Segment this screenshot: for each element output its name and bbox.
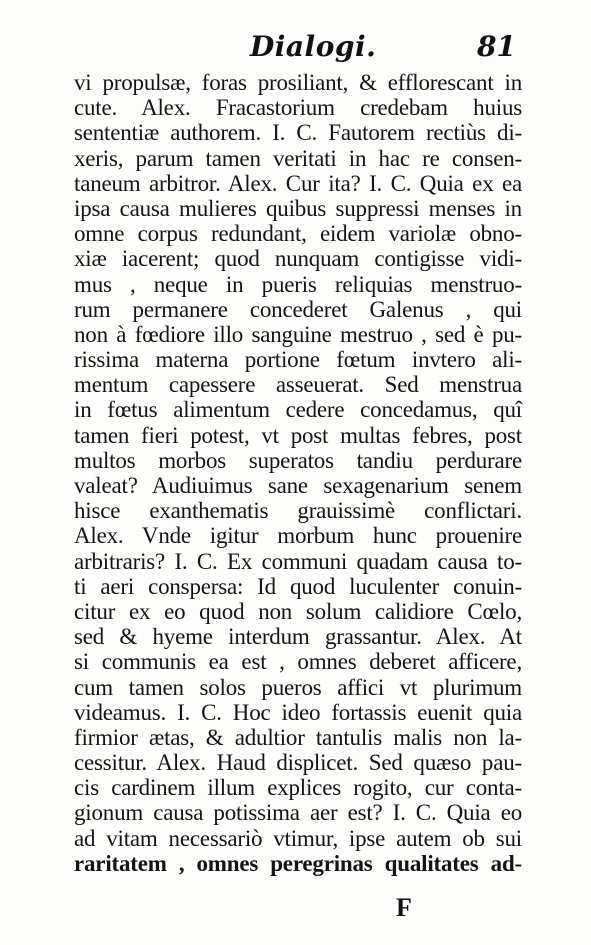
text-line: mus , neque in pueris reliquias menstruo- xyxy=(74,271,522,297)
text-line: sed & hyeme interdum grassantur. Alex. At xyxy=(74,624,522,650)
text-line: Alex. Vnde igitur morbum hunc prouenire xyxy=(74,523,522,549)
text-line: cis cardinem illum explices rogito, cur conta- xyxy=(74,775,522,801)
text-line: multos morbos superatos tandiu perdurare xyxy=(74,447,522,473)
text-line: rissima materna portione fœtum invtero ali- xyxy=(74,347,522,373)
text-line: ipsa causa mulieres quibus suppressi menses in xyxy=(74,195,522,221)
text-line: vi propulsæ, foras prosiliant, & efflorescant in xyxy=(74,70,522,95)
text-line: cessitur. Alex. Haud displicet. Sed quæso pau- xyxy=(74,750,522,776)
text-line: raritatem , omnes peregrinas qualitates ad- xyxy=(74,850,522,876)
text-line: ad vitam necessariò vtimur, ipse autem ob sui xyxy=(74,825,522,851)
text-line: cute. Alex. Fracastorium credebam huius xyxy=(74,95,522,121)
text-line: si communis ea est , omnes deberet afficere, xyxy=(74,649,522,675)
page-number: 81 xyxy=(477,30,516,63)
text-line: taneum arbitror. Alex. Cur ita? I. C. Quia ex ea xyxy=(74,170,522,196)
text-line: gionum causa potissima aer est? I. C. Quia eo xyxy=(74,800,522,826)
text-line: videamus. I. C. Hoc ideo fortassis euenit quia xyxy=(74,699,522,725)
text-line: valeat? Audiuimus sane sexagenarium senem xyxy=(74,473,522,498)
text-line: in fœtus alimentum cedere concedamus, quî xyxy=(74,397,522,423)
text-line: citur ex eo quod non solum calidiore Cœlo, xyxy=(74,598,522,624)
text-line: xeris, parum tamen veritati in hac re consen- xyxy=(74,145,522,171)
text-line: rum permanere concederet Galenus , qui xyxy=(74,296,522,322)
text-line: hisce exanthematis grauissimè conflictari. xyxy=(74,498,522,524)
text-line: omne corpus redundant, eidem variolæ obno- xyxy=(74,221,522,247)
text-line: ti aeri conspersa: Id quod luculenter conuin- xyxy=(74,573,522,599)
text-line: mentum capessere asseuerat. Sed menstrua xyxy=(74,372,522,398)
text-line: arbitraris? I. C. Ex communi quadam causa to- xyxy=(74,548,522,574)
text-line: tamen fieri potest, vt post multas febres, post xyxy=(74,422,522,448)
text-line: firmior ætas, & adultior tantulis malis non la- xyxy=(74,724,522,750)
page-header xyxy=(78,30,518,70)
body-text xyxy=(74,70,522,876)
text-line: sententiæ authorem. I. C. Fautorem rectiùs di- xyxy=(74,120,522,146)
signature-mark: F xyxy=(396,893,412,922)
text-line: cum tamen solos pueros affici vt plurimum xyxy=(74,674,522,700)
text-line: xiæ iacerent; quod nunquam contigisse vidi- xyxy=(74,246,522,272)
text-line: non à fœdiore illo sanguine mestruo , sed è pu- xyxy=(74,321,522,347)
running-head: Dialogi. xyxy=(250,30,377,63)
